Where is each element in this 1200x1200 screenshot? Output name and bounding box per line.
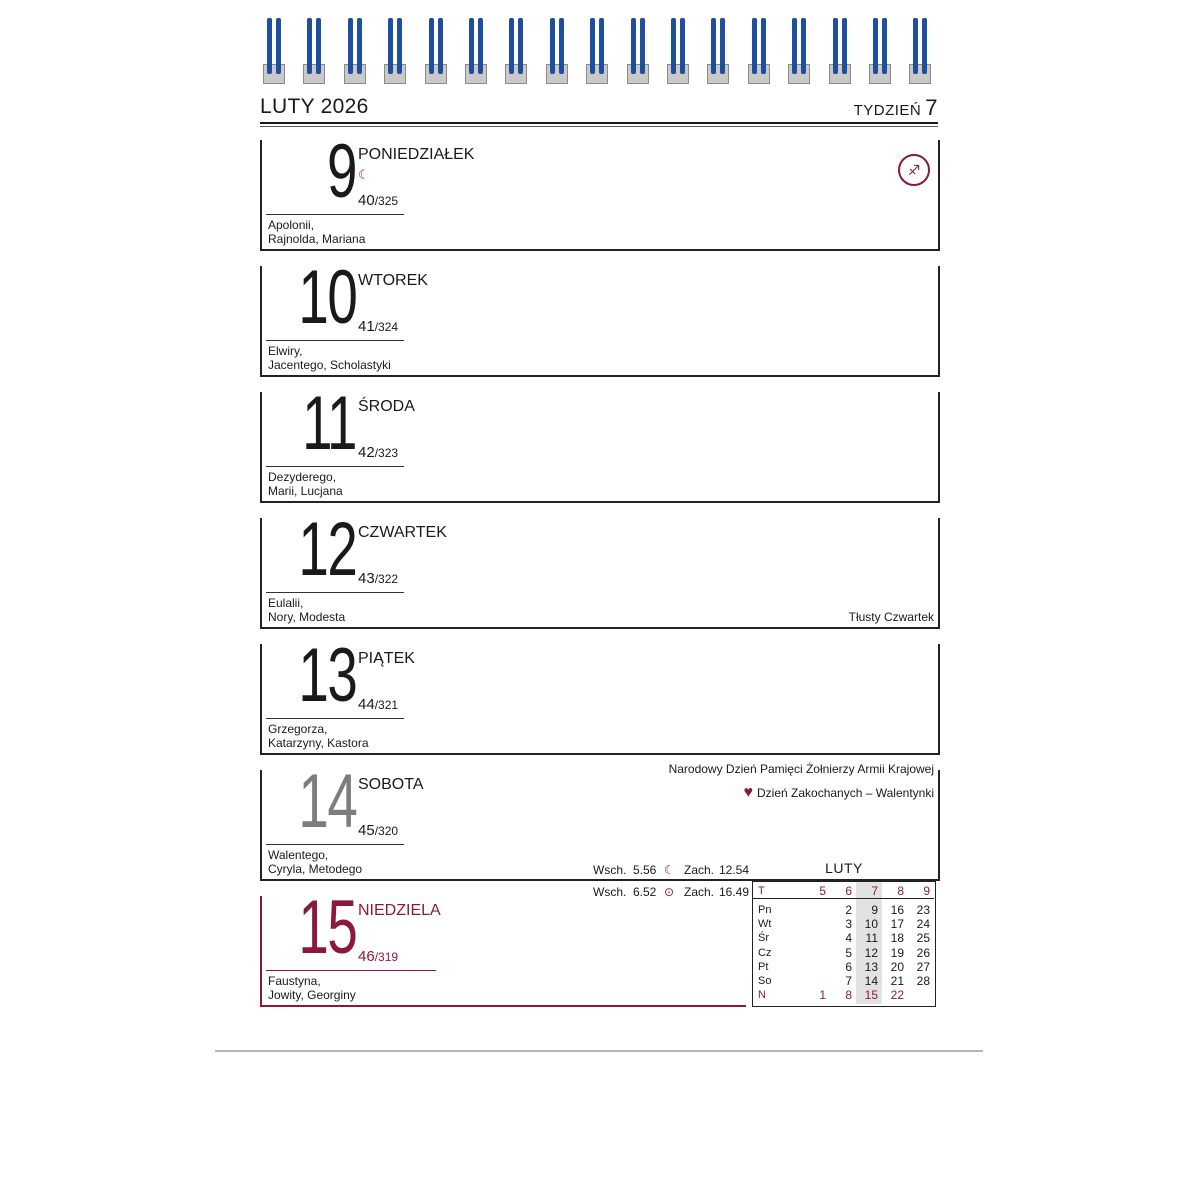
mini-calendar-separator xyxy=(753,898,934,899)
week-number-cell: 7 xyxy=(871,884,878,898)
page-bottom-shadow xyxy=(215,1050,983,1052)
spiral-ring xyxy=(666,18,690,84)
spiral-ring xyxy=(626,18,650,84)
week-number: 7 xyxy=(925,95,938,120)
day-box-wednesday xyxy=(260,381,940,503)
date-cell: 11 xyxy=(865,931,878,946)
day-name: ŚRODA xyxy=(358,398,415,415)
day-name: CZWARTEK xyxy=(358,524,447,541)
day-name: WTOREK xyxy=(358,272,428,289)
day-number: 11 xyxy=(302,381,356,466)
spiral-ring xyxy=(464,18,488,84)
spiral-ring xyxy=(747,18,771,84)
spiral-ring xyxy=(868,18,892,84)
date-cell: 26 xyxy=(916,945,930,960)
weekday-label: Cz xyxy=(758,946,772,959)
day-number: 9 xyxy=(326,129,356,214)
date-cell: 5 xyxy=(845,945,852,960)
date-cell: 10 xyxy=(864,917,878,932)
weekday-label: Pn xyxy=(758,904,772,916)
date-cell: 28 xyxy=(916,974,930,988)
week-column-label: T xyxy=(758,885,765,897)
week-number-cell: 6 xyxy=(845,884,852,898)
date-cell: 20 xyxy=(890,959,904,974)
header-rule-thin xyxy=(260,126,938,127)
date-cell: 18 xyxy=(890,931,904,946)
zodiac-icon: ♐ xyxy=(898,154,930,186)
spiral-ring xyxy=(828,18,852,84)
day-underline xyxy=(266,844,404,845)
weekday-label: N xyxy=(758,989,766,1002)
mini-calendar-title: LUTY xyxy=(825,860,863,876)
date-cell: 8 xyxy=(845,988,852,1003)
weekday-label: Pt xyxy=(758,960,769,973)
day-number: 10 xyxy=(298,255,357,340)
date-cell: 6 xyxy=(845,959,852,974)
header-rule xyxy=(260,122,938,124)
week-label: TYDZIEŃ xyxy=(853,102,922,119)
day-underline xyxy=(266,466,404,467)
day-of-year: 44/321 xyxy=(358,696,399,713)
date-cell: 12 xyxy=(864,945,878,960)
day-box-monday xyxy=(260,129,940,251)
moon-phase-icon: ☾ xyxy=(664,863,675,877)
day-name: SOBOTA xyxy=(358,776,424,793)
date-cell: 25 xyxy=(916,931,930,946)
day-number: 12 xyxy=(298,507,357,592)
name-days: Walentego, Cyryla, Metodego xyxy=(268,848,363,876)
name-days: Apolonii, Rajnolda, Mariana xyxy=(268,218,366,246)
spiral-ring xyxy=(424,18,448,84)
day-of-year: 42/323 xyxy=(358,444,399,461)
spiral-ring xyxy=(383,18,407,84)
spiral-ring xyxy=(343,18,367,84)
day-of-year: 43/322 xyxy=(358,570,399,587)
date-cell: 17 xyxy=(890,917,904,932)
day-name: PONIEDZIAŁEK xyxy=(358,146,475,163)
weekday-label: Śr xyxy=(758,932,769,945)
holiday-note: Tłusty Czwartek xyxy=(848,610,934,624)
day-underline xyxy=(266,214,404,215)
date-cell: 4 xyxy=(845,931,852,946)
day-of-year: 40/325 xyxy=(358,192,399,209)
spiral-ring xyxy=(908,18,932,84)
holiday-note: Narodowy Dzień Pamięci Żołnierzy Armii Krajowej xyxy=(668,762,934,776)
week-number-cell: 9 xyxy=(923,884,930,898)
name-days: Elwiry, Jacentego, Scholastyki xyxy=(268,344,391,372)
day-name: NIEDZIELA xyxy=(358,902,441,919)
date-cell: 24 xyxy=(916,917,930,932)
date-cell: 1 xyxy=(819,988,826,1003)
heart-icon: ♥ xyxy=(743,784,754,801)
day-box-thursday xyxy=(260,507,940,629)
day-box-tuesday xyxy=(260,255,940,377)
name-days: Eulalii, Nory, Modesta xyxy=(268,596,346,624)
week-number-cell: 5 xyxy=(819,884,826,898)
weekday-label: So xyxy=(758,975,772,987)
date-cell: 15 xyxy=(864,988,878,1003)
mini-calendar xyxy=(752,858,936,1006)
day-underline xyxy=(266,718,404,719)
last-quarter-moon-icon: ☾ xyxy=(358,167,370,182)
spiral-ring xyxy=(262,18,286,84)
holiday-note: ♥ Dzień Zakochanych – Walentynki xyxy=(743,784,934,801)
date-cell: 19 xyxy=(890,945,904,960)
sun-icon: ⊙ xyxy=(664,885,675,899)
day-underline xyxy=(266,592,404,593)
day-of-year: 46/319 xyxy=(358,948,399,965)
name-days: Faustyna, Jowity, Georginy xyxy=(268,974,356,1002)
calendar-page: LUTY 2026 TYDZIEŃ 7 9 PONIEDZIAŁEK ☾ 40/325 Apolonii, Rajnolda, Mariana ♐ 10 WTOREK 41/324 Elwiry, Jacentego, Scholastyki 11 ŚRODA 42/323 Dezyderego, Marii, Lucjana 12 CZWARTEK 43/322 Eulalii, Nory, Modesta Tłusty Czwartek 13 PIĄTEK 44/321 Grzegorza, Katarzyny, Kastora 14 SOBOTA 45/320 Walentego, Cyryla, Metodego Narodowy Dzień Pamięci Żołnierzy Armii Krajowej ♥ Dzień Zakochanych – Walentynki 15 NIEDZIELA 46/319 Faustyna, Jowity, Georginy Wsch. 5.56 ☾ Zach. 12.54 Wsch. 6.52 ⊙ Zach. 16.49 LUTY T 5 6 7 8 9 Pn 2 9 16 23 Wt 3 10 17 24 Śr 4 11 18 25 Cz 5 12 19 26 Pt 6 13 20 27 So 7 14 21 28 N 1 8 15 22 xyxy=(0,0,1200,1200)
day-number: 15 xyxy=(298,885,357,970)
day-underline xyxy=(266,970,436,971)
spiral-binding xyxy=(262,18,938,84)
spiral-ring xyxy=(504,18,528,84)
day-of-year: 45/320 xyxy=(358,822,399,839)
spiral-ring xyxy=(787,18,811,84)
week-indicator xyxy=(854,95,938,121)
day-number: 13 xyxy=(298,633,357,718)
spiral-ring xyxy=(706,18,730,84)
day-box-friday xyxy=(260,633,940,755)
date-cell: 22 xyxy=(890,988,904,1003)
week-number-cell: 8 xyxy=(897,884,904,898)
date-cell: 21 xyxy=(890,974,904,988)
spiral-ring xyxy=(545,18,569,84)
date-cell: 7 xyxy=(845,974,852,988)
date-cell: 2 xyxy=(845,903,852,917)
month-year-title: LUTY 2026 xyxy=(260,95,369,118)
day-name: PIĄTEK xyxy=(358,650,415,667)
day-number: 14 xyxy=(298,759,357,844)
date-cell: 23 xyxy=(916,903,930,917)
spiral-ring xyxy=(585,18,609,84)
name-days: Grzegorza, Katarzyny, Kastora xyxy=(268,722,369,750)
date-cell: 3 xyxy=(845,917,852,932)
date-cell: 13 xyxy=(864,959,878,974)
day-of-year: 41/324 xyxy=(358,318,399,335)
day-underline xyxy=(266,340,404,341)
day-box-sunday xyxy=(260,885,746,1007)
date-cell: 16 xyxy=(890,903,904,917)
date-cell: 9 xyxy=(871,903,878,917)
weekday-label: Wt xyxy=(758,918,772,931)
spiral-ring xyxy=(302,18,326,84)
date-cell: 14 xyxy=(864,974,878,988)
date-cell: 27 xyxy=(916,959,930,974)
name-days: Dezyderego, Marii, Lucjana xyxy=(268,470,343,498)
